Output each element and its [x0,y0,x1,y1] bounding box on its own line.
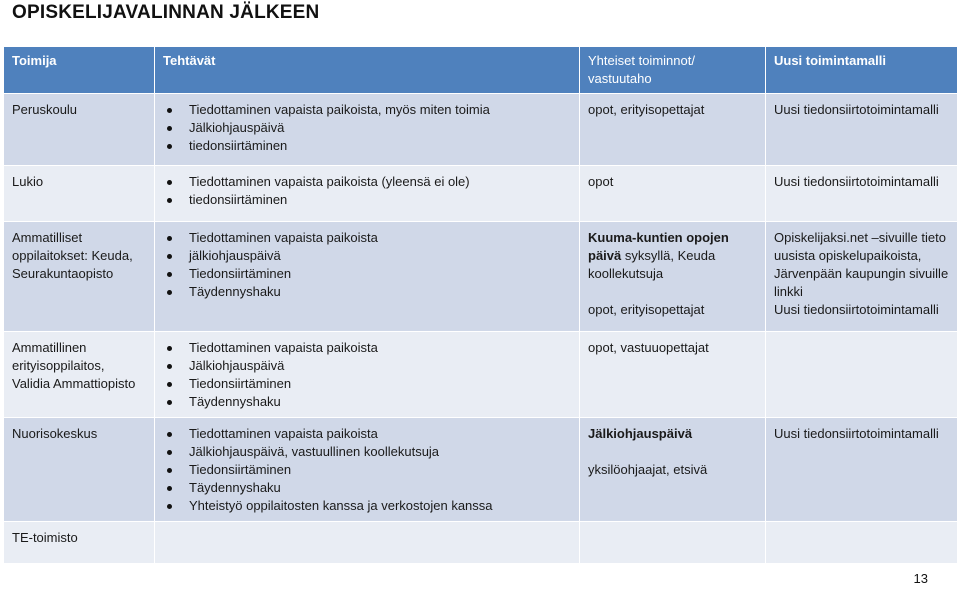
task-item: Tiedonsiirtäminen [163,265,571,283]
task-item: Tiedottaminen vapaista paikoista [163,425,571,443]
shared-cell [580,418,766,522]
spacer [588,283,757,301]
shared-cell [580,222,766,332]
shared-note [588,229,757,283]
header-shared: Yhteiset toiminnot/ vastuutaho [580,47,766,94]
tasks-cell [155,94,580,166]
header-model: Uusi toimintamalli [766,47,958,94]
actor-cell: TE-toimisto [4,522,155,564]
shared-highlight: Jälkiohjauspäivä [588,426,693,441]
table-row [4,94,958,166]
table-row [4,332,958,418]
task-item: tiedonsiirtäminen [163,191,571,209]
table-row [4,166,958,222]
page-number: 13 [913,571,928,586]
shared-cell: opot, vastuuopettajat [580,332,766,418]
tasks-cell [155,332,580,418]
shared-cell: opot [580,166,766,222]
model-cell [766,222,958,332]
actor-cell: Peruskoulu [4,94,155,166]
task-item: Tiedonsiirtäminen [163,375,571,393]
header-actor: Toimija [4,47,155,94]
actor-cell: Lukio [4,166,155,222]
task-item: Täydennyshaku [163,479,571,497]
model-cell: Uusi tiedonsiirtotoimintamalli [766,94,958,166]
actor-cell: Nuorisokeskus [4,418,155,522]
tasks-cell [155,522,580,564]
model-note: Opiskelijaksi.net –sivuille tieto uusista opiskelupaikoista, Järvenpään kaupungin sivuille linkki [774,230,949,299]
task-item: jälkiohjauspäivä [163,247,571,265]
actor-cell: Ammatillinen erityisoppilaitos, Validia Ammattiopisto [4,332,155,418]
task-item: tiedonsiirtäminen [163,137,571,155]
actor-cell: Ammatilliset oppilaitokset: Keuda, Seurakuntaopisto [4,222,155,332]
table-row [4,418,958,522]
task-item: Tiedottaminen vapaista paikoista, myös miten toimia [163,101,571,119]
task-item: Tiedottaminen vapaista paikoista [163,229,571,247]
model-note: Uusi tiedonsiirtotoimintamalli [774,302,939,317]
tasks-cell [155,418,580,522]
responsibility-table [4,47,958,564]
task-item: Täydennyshaku [163,393,571,411]
table-row [4,222,958,332]
shared-cell: opot, erityisopettajat [580,94,766,166]
spacer [588,443,757,461]
task-item: Tiedottaminen vapaista paikoista [163,339,571,357]
task-item: Jälkiohjauspäivä [163,357,571,375]
table-header-row [4,47,958,94]
page-title: OPISKELIJAVALINNAN JÄLKEEN [12,2,320,23]
shared-responsible: yksilöohjaajat, etsivä [588,462,708,477]
task-item: Jälkiohjauspäivä, vastuullinen koollekutsuja [163,443,571,461]
table-row [4,522,958,564]
model-cell: Uusi tiedonsiirtotoimintamalli [766,418,958,522]
tasks-cell [155,222,580,332]
task-item: Täydennyshaku [163,283,571,301]
shared-cell [580,522,766,564]
header-tasks: Tehtävät [155,47,580,94]
task-item: Tiedonsiirtäminen [163,461,571,479]
task-item: Yhteistyö oppilaitosten kanssa ja verkostojen kanssa [163,497,571,515]
model-cell: Uusi tiedonsiirtotoimintamalli [766,166,958,222]
tasks-cell [155,166,580,222]
shared-highlight: Kuuma-kuntien opojen päivä [588,230,729,263]
task-item: Tiedottaminen vapaista paikoista (yleensä ei ole) [163,173,571,191]
model-cell [766,522,958,564]
shared-note-rest: syksyllä, Keuda koollekutsuja [588,248,716,281]
model-cell [766,332,958,418]
shared-responsible: opot, erityisopettajat [588,302,705,317]
task-item: Jälkiohjauspäivä [163,119,571,137]
